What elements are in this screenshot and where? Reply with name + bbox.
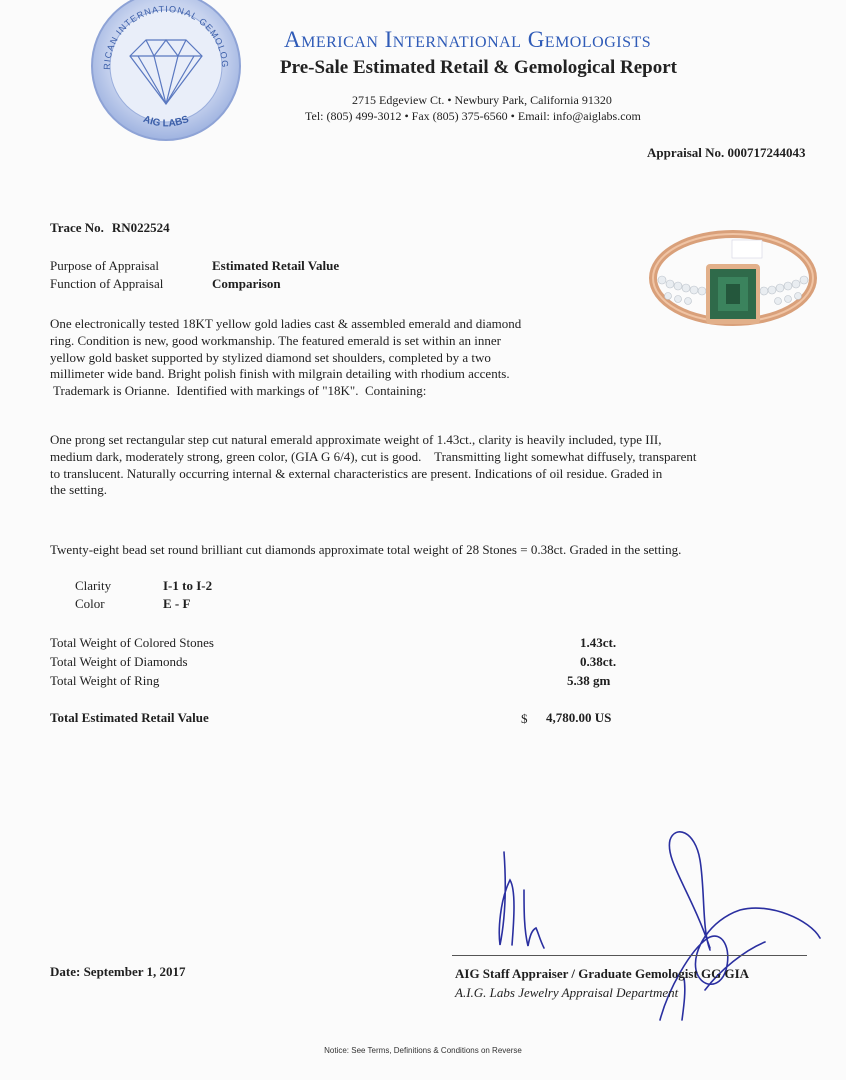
trace-value: RN022524 bbox=[111, 220, 170, 235]
clarity-label: Clarity bbox=[75, 578, 112, 593]
report-title: Pre-Sale Estimated Retail & Gemological Report bbox=[280, 57, 677, 78]
color-label: Color bbox=[75, 596, 105, 611]
ring-description bbox=[50, 316, 620, 400]
aig-labs-seal-logo bbox=[88, 0, 244, 144]
total-value: 4,780.00 US bbox=[546, 710, 612, 725]
contact-line: Tel: (805) 499-3012 • Fax (805) 375-6560 • Email: info@aiglabs.com bbox=[305, 109, 641, 123]
emerald-description-line: the setting. bbox=[50, 482, 108, 498]
colored-stones-weight-value: 1.43ct. bbox=[580, 635, 617, 650]
purpose-label: Purpose of Appraisal bbox=[50, 258, 160, 273]
colored-stones-weight-label: Total Weight of Colored Stones bbox=[50, 635, 214, 650]
ring-description-line: yellow gold basket supported by stylized diamond set shoulders, completed by a two bbox=[50, 349, 491, 365]
ring-weight-label: Total Weight of Ring bbox=[50, 673, 160, 688]
signer-title: AIG Staff Appraiser / Graduate Gemologist GG GIA bbox=[455, 966, 750, 981]
svg-text:AMERICAN INTERNATIONAL GEMOLOG: RICAN INTERNATIONAL GEMOLOG bbox=[101, 3, 231, 70]
diamonds-weight-label: Total Weight of Diamonds bbox=[50, 654, 188, 669]
total-value-label: Total Estimated Retail Value bbox=[50, 710, 209, 725]
trace-number bbox=[50, 220, 170, 236]
report-date: Date: September 1, 2017 bbox=[50, 964, 186, 979]
total-currency: $ bbox=[521, 711, 528, 726]
ring-weight-value: 5.38 gm bbox=[567, 673, 611, 688]
emerald-description-line: medium dark, moderately strong, green color, (GIA G 6/4), cut is good. Transmitting light somewhat diffusely, transparent bbox=[50, 448, 697, 464]
appraiser-signature bbox=[470, 820, 840, 1035]
clarity-value: I-1 to I-2 bbox=[163, 578, 213, 593]
terms-notice: Notice: See Terms, Definitions & Conditions on Reverse bbox=[324, 1046, 522, 1055]
color-value: E - F bbox=[163, 596, 191, 611]
emerald-description-line: to translucent. Naturally occurring internal & external characteristics are present. Indications of oil residue. Graded in bbox=[50, 465, 663, 481]
ring-photo bbox=[648, 228, 818, 346]
ring-description-line: Trademark is Orianne. Identified with markings of "18K". Containing: bbox=[50, 383, 427, 399]
emerald-description-line: One prong set rectangular step cut natural emerald approximate weight of 1.43ct., clarity is heavily included, type III, bbox=[50, 432, 662, 447]
purpose-value: Estimated Retail Value bbox=[212, 258, 340, 273]
ring-description-line: ring. Condition is new, good workmanship. The featured emerald is set within an inner bbox=[50, 332, 501, 348]
function-label: Function of Appraisal bbox=[50, 276, 164, 291]
svg-text:AIG LABS: AIG LABS bbox=[141, 113, 191, 130]
address-line: 2715 Edgeview Ct. • Newbury Park, California 91320 bbox=[352, 93, 612, 107]
appraisal-number: Appraisal No. 000717244043 bbox=[647, 145, 806, 160]
diamonds-weight-value: 0.38ct. bbox=[580, 654, 617, 669]
organization-name: American International Gemologists bbox=[284, 27, 652, 52]
ring-description-line: One electronically tested 18KT yellow gold ladies cast & assembled emerald and diamond bbox=[50, 316, 522, 331]
signer-department: A.I.G. Labs Jewelry Appraisal Department bbox=[455, 985, 679, 1000]
ring-description-line: millimeter wide band. Bright polish finish with milgrain detailing with rhodium accents. bbox=[50, 366, 510, 382]
emerald-description bbox=[50, 432, 840, 499]
trace-label: Trace No. bbox=[50, 220, 104, 235]
signature-line bbox=[452, 955, 807, 956]
function-value: Comparison bbox=[212, 276, 281, 291]
diamonds-description: Twenty-eight bead set round brilliant cut diamonds approximate total weight of 28 Stones = 0.38ct. Graded in the setting. bbox=[50, 542, 682, 557]
